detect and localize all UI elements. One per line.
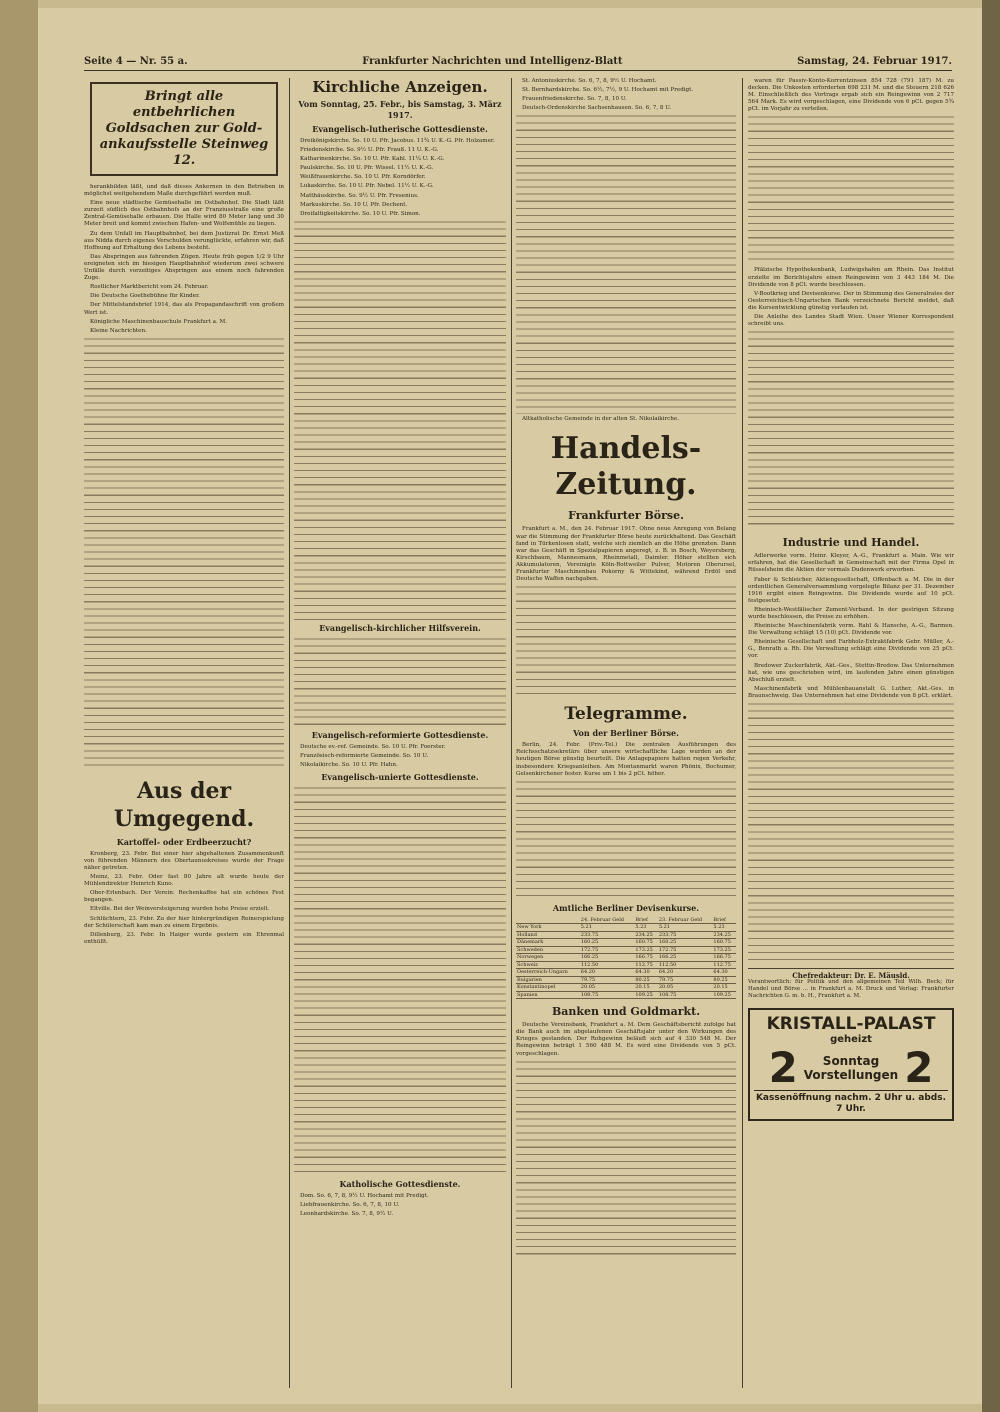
news-paragraph: Kleine Nachrichten. xyxy=(90,327,147,334)
section-heading: Evangelisch-unierte Gottesdienste. xyxy=(321,772,479,783)
devisen-table xyxy=(516,917,736,1000)
table-cell: 160.75 xyxy=(634,939,658,947)
table-row xyxy=(516,954,736,962)
filler-text xyxy=(84,337,284,767)
church-entry: Französisch-reformierte Gemeinde. So. 10 U. xyxy=(300,752,429,759)
impressum-text: Verantwortlich: für Politik und den allgemeinen Teil Wilh. Beck; für Handel und Börse ... in Frankfurt a. M. Druck und Verlag: Frankfurter Nachrichten G. m. b. H., Frankfurt a. M. xyxy=(748,979,954,999)
bank-report: waren für Passiv-Konto-Korrentzinsen 854 728 (791 187) M. zu decken. Die Unkosten erforderten 698 231 M. und die Steuern 218 626 M. Einschließlich des Vortrags ergab sich ein Reingewinn von 2 717 564 Mark. Es wird vorgeschlagen, eine Dividende von 6 pCt. gegen 5¾ pCt. im Vorjahr zu verteilen. xyxy=(748,78,954,113)
kristall-status: geheizt xyxy=(830,1034,872,1045)
church-entry: Altkatholische Gemeinde in der alten St. Nikolaikirche. xyxy=(522,416,679,423)
table-cell: 112.50 xyxy=(580,961,635,969)
table-cell: 108.75 xyxy=(580,991,635,999)
church-entry: Deutsch-Ordenskirche Sachsenhausen. So. 6, 7, 8 U. xyxy=(522,105,672,112)
binding-edge xyxy=(0,0,38,1412)
industry-entry: Bredower Zuckerfabrik, Akt.-Ges., Stettin-Bredow. Das Unternehmen hat, wie uns geschrieben wird, im laufenden Jahre einen günstigen Abschluß erzielt. xyxy=(748,662,954,683)
table-row xyxy=(516,939,736,947)
news-paragraph: Dillenburg, 23. Febr. In Haiger wurde gestern ein Ehrenmal enthüllt. xyxy=(84,931,284,945)
table-cell: 20.05 xyxy=(580,984,635,992)
table-cell: Holland xyxy=(516,931,580,939)
news-paragraph: Die Deutsche Goethebühne für Kinder. xyxy=(90,293,200,300)
table-cell: Bulgarien xyxy=(516,976,580,984)
column-local-news xyxy=(84,78,284,1388)
filler-text xyxy=(748,330,954,530)
impressum xyxy=(748,968,954,1000)
table-row xyxy=(516,991,736,999)
news-paragraph: Ober-Erlenbach. Der Verein: Rechenkaffee hat ein schönes Fest begangen. xyxy=(84,890,284,904)
news-paragraph: herankbilden läßt, und daß dieses Ankernen in den Betrieben in möglichst weitgehendem Maße durchgeführt werden muß. xyxy=(84,184,284,198)
church-entry: Dreifaltigkeitskirche. So. 10 U. Pfr. Simon. xyxy=(300,210,421,217)
table-cell: 64.30 xyxy=(712,969,736,977)
table-cell: Schweiz xyxy=(516,961,580,969)
devisen-heading: Amtliche Berliner Devisenkurse. xyxy=(552,902,700,913)
news-paragraph: Königliche Maschinenbauschule Frankfurt a. M. xyxy=(90,318,228,325)
table-row xyxy=(516,931,736,939)
telegramme-subheading: Von der Berliner Börse. xyxy=(573,728,679,739)
church-entry: St. Antoniuskirche. So. 6, 7, 8, 9½ U. Hochamt. xyxy=(522,78,657,84)
banken-heading: Banken und Goldmarkt. xyxy=(551,1005,701,1019)
news-paragraph: Der Mittelstandsbrief 1914, das als Propagandaschrift von großem Wert ist. xyxy=(84,302,284,316)
table-cell: 20.15 xyxy=(712,984,736,992)
industrie-heading: Industrie und Handel. xyxy=(782,536,920,550)
table-cell: 109.25 xyxy=(712,991,736,999)
page-edge-right xyxy=(982,0,1000,1412)
kristall-day: Sonntag xyxy=(822,1054,880,1068)
table-cell: 109.25 xyxy=(634,991,658,999)
church-entry: Paulskirche. So. 10 U. Pfr. Wissel. 11½ U. K.-G. xyxy=(300,165,434,172)
table-cell: 166.25 xyxy=(580,954,635,962)
table-cell: 160.75 xyxy=(712,939,736,947)
table-cell: 160.25 xyxy=(658,939,713,947)
filler-text xyxy=(516,1060,736,1260)
kristall-name: KRISTALL-PALAST xyxy=(766,1014,936,1034)
header-masthead: Frankfurter Nachrichten und Intelligenz-Blatt xyxy=(362,56,623,67)
church-entry: Deutsche ev.-ref. Gemeinde. So. 10 U. Pfr. Foerster. xyxy=(300,743,446,750)
umgegend-subheading: Kartoffel- oder Erdbeerzucht? xyxy=(116,836,252,847)
bank-report: Pfälzische Hypothekenbank, Ludwigshafen am Rhein. Das Institut erzielte im Berichtsjahre einen Reingewinn von 3 443 184 M. Die Dividende von 8 pCt. wurde beschlossen. xyxy=(748,267,954,288)
church-entry: Friedenskirche. So. 9½ U. Pfr. Frauß. 11 U. K.-G. xyxy=(300,147,439,154)
church-entry: Lukaskirche. So. 10 U. Pfr. Nebel. 11½ U. K.-G. xyxy=(300,183,434,190)
table-cell: Spanien xyxy=(516,991,580,999)
section-heading: Evangelisch-kirchlicher Hilfsverein. xyxy=(319,622,481,633)
church-entry: Markuskirche. So. 10 U. Pfr. Dechent. xyxy=(300,201,408,208)
table-header-cell: Brief xyxy=(712,917,736,924)
handels-zeitung-heading: Handels-Zeitung. xyxy=(550,431,702,503)
table-cell: 173.25 xyxy=(712,946,736,954)
news-paragraph: Das Abspringen aus fahrenden Zügen. Heute früh gegen 1/2 9 Uhr ereigneten sich im hiesigen Hauptbahnhof wiederum zwei schwere Unfälle durch vorzeitiges Abspringen aus einem noch fahrenden Zuge. xyxy=(84,253,284,282)
news-paragraph: Eltville. Bei der Weinversteigerung wurden hohe Preise erzielt. xyxy=(90,906,270,913)
table-row xyxy=(516,924,736,932)
news-paragraph: Eine neue städtische Gemüsehalle im Ostbahnhof. Die Stadt läßt zurzeit südlich des Ostbahnhofs an der Franziusstraße eine große Zentral-Gemüsehalle erbauen. Die Halle wird 80 Meter lang und 30 Meter breit und kommt zwischen Hafen- und Wolfsmühle zu liegen. xyxy=(84,200,284,228)
section-heading: Evangelisch-reformierte Gottesdienste. xyxy=(311,729,489,740)
filler-text xyxy=(516,780,736,900)
table-cell: 5.23 xyxy=(634,924,658,932)
impressum-title: Chefredakteur: Dr. E. Mäusld. xyxy=(792,971,910,980)
church-entry: Katharinenkirche. So. 10 U. Pfr. Kahl. 11¼ U. K.-G. xyxy=(300,156,445,163)
kristall-number-right: 2 xyxy=(904,1043,934,1092)
devisen-body xyxy=(516,924,736,999)
filler-text xyxy=(294,637,506,727)
table-cell: 166.25 xyxy=(658,954,713,962)
table-row xyxy=(516,984,736,992)
industry-entry: Adlerwerke vorm. Heinr. Kleyer, A.-G., Frankfurt a. Main. Wie wir erfahren, hat die Gesellschaft in Gemeinschaft mit der Firma Opel in Rüsselsheim die Aktien der vormals Dudenwerk erworben. xyxy=(748,553,954,574)
church-entry: Leonhardskirche. So. 7, 8, 9½ U. xyxy=(300,1211,394,1218)
column-commerce xyxy=(516,78,736,1388)
table-cell: Oesterreich-Ungarn xyxy=(516,969,580,977)
table-cell: 108.75 xyxy=(658,991,713,999)
table-cell: 20.05 xyxy=(658,984,713,992)
news-paragraph: Meinz, 23. Febr. Oder fast 80 Jahre alt wurde heute der Mühlendirektor Heinrich Kuno. xyxy=(84,874,284,888)
table-cell: 234.25 xyxy=(634,931,658,939)
church-date-range: Vom Sonntag, 25. Febr., bis Samstag, 3. März 1917. xyxy=(298,99,502,120)
table-cell: 233.75 xyxy=(580,931,635,939)
news-paragraph: Kronberg, 23. Febr. Bei einer hier abgehaltenen Zusammenkunft von führenden Männern des Obertaunuskreises wurde der Frage näher getreten. xyxy=(84,850,284,871)
umgegend-heading: Aus der Umgegend. xyxy=(113,777,255,832)
telegramme-heading: Telegramme. xyxy=(564,704,688,725)
table-cell: 166.75 xyxy=(712,954,736,962)
table-header-cell xyxy=(516,917,580,924)
column-rule xyxy=(742,78,743,1388)
table-header-row xyxy=(516,917,736,924)
table-cell: 172.75 xyxy=(658,946,713,954)
section-heading: Katholische Gottesdienste. xyxy=(339,1179,461,1190)
table-row xyxy=(516,961,736,969)
boerse-report: Frankfurt a. M., den 24. Februar 1917. Ohne neue Anregung von Belang war die Stimmung der Frankfurter Börse heute zurückhaltend. Das Geschäft fand in Türkenlosen statt, welche sich ziemlich an die Höhe grenzten. Dann war das Geschäft in Spezialpapieren angeregt, z. B. in Bosch, Weyersberg, Kirschbaum, Mannesmann, Rheinmetall, Daimler. Höher stellten sich Akkumulatoren, Vereinigte Köln-Rottweiler Pulver, Motoren Oberursel, Frankfurter Maschinenbau Pokorny & Wittekind, während Erdöl und Deutsche Waffen nachgaben. xyxy=(516,526,736,583)
industry-entry: Rheinisch-Westfälischer Zement-Verband. In der gestrigen Sitzung wurde beschlossen, die Preise zu erhöhen. xyxy=(748,606,954,620)
church-entry: Dreikönigskirche. So. 10 U. Pfr. Jacobus. 11¾ U. K.-G. Pfr. Holzamer. xyxy=(300,138,495,144)
kristall-opening-times: Kassenöffnung nachm. 2 Uhr u. abds. 7 Uhr. xyxy=(754,1090,948,1115)
header-page-number: Seite 4 — Nr. 55 a. xyxy=(84,56,188,67)
table-cell: 79.75 xyxy=(658,976,713,984)
table-cell: 160.25 xyxy=(580,939,635,947)
church-entry: St. Bernhardskirche. So. 6½, 7½, 9 U. Hochamt mit Predigt. xyxy=(522,87,694,94)
table-cell: 79.75 xyxy=(580,976,635,984)
filler-text xyxy=(516,585,736,695)
industry-entry: Maschinenfabrik und Mühlenbauanstalt G. Luther, Akt.-Ges. in Braunschweig. Das Unternehmen hat eine Dividende von 8 pCt. erklärt. xyxy=(748,685,954,699)
church-entry: Dom. So. 6, 7, 8, 9½ U. Hochamt mit Predigt. xyxy=(300,1193,429,1200)
table-header-cell: Brief xyxy=(634,917,658,924)
table-cell: Schweden xyxy=(516,946,580,954)
table-row xyxy=(516,976,736,984)
bank-report: Die Anleihe des Landes Stadt Wien. Unser Wiener Korrespondent schreibt uns. xyxy=(748,314,954,328)
section-heading: Evangelisch-lutherische Gottesdienste. xyxy=(312,124,488,134)
industry-entry: Rheinische Gesellschaft und Farbholz-Extraktfabrik Gebr. Müller, A.-G., Benrath a. Rh. Die Verwaltung schlägt eine Dividende von 25 pCt. vor. xyxy=(748,639,954,660)
church-entry: Matthäuskirche. So. 9½ U. Pfr. Fresenius. xyxy=(300,192,419,199)
church-entry: Weißfrauenkirche. So. 10 U. Pfr. Korndörfer. xyxy=(300,174,426,181)
news-paragraph: Schlüchtern, 23. Febr. Zu der hier hintergründigen Reinerspielung der Schülerschaft kam man zu einem Ergebnis. xyxy=(84,915,284,929)
table-cell: 5.21 xyxy=(658,924,713,932)
filler-text xyxy=(748,115,954,265)
kristall-palast-ad xyxy=(748,1008,954,1121)
table-cell: 5.23 xyxy=(712,924,736,932)
industry-entry: Rheinische Maschinenfabrik vorm. Rahl & Hansche, A.-G., Barmen. Die Verwaltung schlägt 15 (10) pCt. Dividende vor. xyxy=(748,623,954,637)
column-industry xyxy=(748,78,954,1388)
column-rule xyxy=(289,78,290,1388)
column-rule xyxy=(511,78,512,1388)
table-cell: Dänemark xyxy=(516,939,580,947)
filler-text xyxy=(516,114,736,414)
table-cell: 64.30 xyxy=(634,969,658,977)
banken-report: Deutsche Vereinsbank, Frankfurt a. M. Dem Geschäftsbericht zufolge hat die Bank auch im abgelaufenen Geschäftsjahr unter den Wirkungen des Krieges gestanden. Der Rohgewinn beläuft sich auf 4 330 548 M. Der Reingewinn beträgt 1 560 488 M. Es wird eine Dividende von 5 pCt. vorgeschlagen. xyxy=(516,1022,736,1057)
table-cell: 234.25 xyxy=(712,931,736,939)
table-row xyxy=(516,969,736,977)
church-heading: Kirchliche Anzeigen. xyxy=(312,78,488,96)
table-cell: 80.25 xyxy=(712,976,736,984)
table-row xyxy=(516,946,736,954)
bank-report: V-Bootkrieg und Devisenkurse. Der in Stimmung des Generalrates der Oesterreichisch-Ungarischen Bank verzeichnete Bericht meldet, daß die Kursentwicklung günstig verlaufen ist. xyxy=(748,290,954,311)
table-cell: Norwegen xyxy=(516,954,580,962)
table-cell: 166.75 xyxy=(634,954,658,962)
church-entry: Liebfrauenkirche. So. 6, 7, 8, 10 U. xyxy=(300,1202,400,1209)
industry-entry: Faber & Schleicher, Aktiengesellschaft, Offenbach a. M. Die in der ordentlichen Generalversammlung vorgelegte Bilanz per 31. Dezember 1916 ergibt einen Reingewinn. Die Dividende wurde auf 10 pCt. festgesetzt. xyxy=(748,576,954,604)
table-header-cell: 23. Februar Geld xyxy=(658,917,713,924)
table-cell: Konstantinopel xyxy=(516,984,580,992)
table-cell: 172.75 xyxy=(580,946,635,954)
table-header-cell: 24. Februar Geld xyxy=(580,917,635,924)
church-entry: Nikolaikirche. So. 10 U. Pfr. Hahn. xyxy=(300,762,398,769)
filler-text xyxy=(294,786,506,1176)
table-cell: 64.20 xyxy=(658,969,713,977)
telegramme-report: Berlin, 24. Febr. (Priv.-Tel.) Die zentralen Ausführungen des Reichsschatzsekretärs über unsere wirtschaftliche Lage wurden an der heutigen Börse günstig beurteilt. Die Anlagepapiere hatten regen Verkehr, insbesondere Kriegsanleihen. Am Montanmarkt waren Phönix, Bochumer, Gelsenkirchener fester. Kurse um 1 bis 2 pCt. höher. xyxy=(516,742,736,777)
table-cell: 233.75 xyxy=(658,931,713,939)
column-church-notices xyxy=(294,78,506,1388)
table-cell: 112.75 xyxy=(712,961,736,969)
page-header xyxy=(84,56,952,71)
news-paragraph: Zu dem Unfall im Hauptbahnhof, bei dem Justizrat Dr. Ernst Meß aus Nidda durch eigenes Verschulden verunglückte, erfahren wir, daß Hoffnung auf Erhaltung des Lebens besteht. xyxy=(84,230,284,251)
table-cell: 80.25 xyxy=(634,976,658,984)
church-entry: Frauenfriedenskirche. So. 7, 8, 10 U. xyxy=(522,96,627,103)
table-cell: 64.20 xyxy=(580,969,635,977)
kristall-shows: Vorstellungen xyxy=(803,1068,899,1082)
table-cell: 112.50 xyxy=(658,961,713,969)
table-cell: 112.75 xyxy=(634,961,658,969)
kristall-show-text xyxy=(804,1054,898,1082)
kristall-number-left: 2 xyxy=(768,1043,798,1092)
table-cell: 20.15 xyxy=(634,984,658,992)
filler-text xyxy=(748,702,954,962)
gold-collection-ad: Bringt alle entbehrlichen Goldsachen zur Gold-ankaufsstelle Steinweg 12. xyxy=(90,82,278,176)
header-date: Samstag, 24. Februar 1917. xyxy=(797,56,952,67)
table-cell: 5.21 xyxy=(580,924,635,932)
kristall-show-line xyxy=(754,1043,948,1092)
filler-text xyxy=(294,220,506,620)
news-paragraph: Rostlicher Marktbericht vom 24. Februar. xyxy=(90,284,209,291)
boerse-heading: Frankfurter Börse. xyxy=(568,509,684,523)
table-cell: 173.25 xyxy=(634,946,658,954)
table-cell: New York xyxy=(516,924,580,932)
